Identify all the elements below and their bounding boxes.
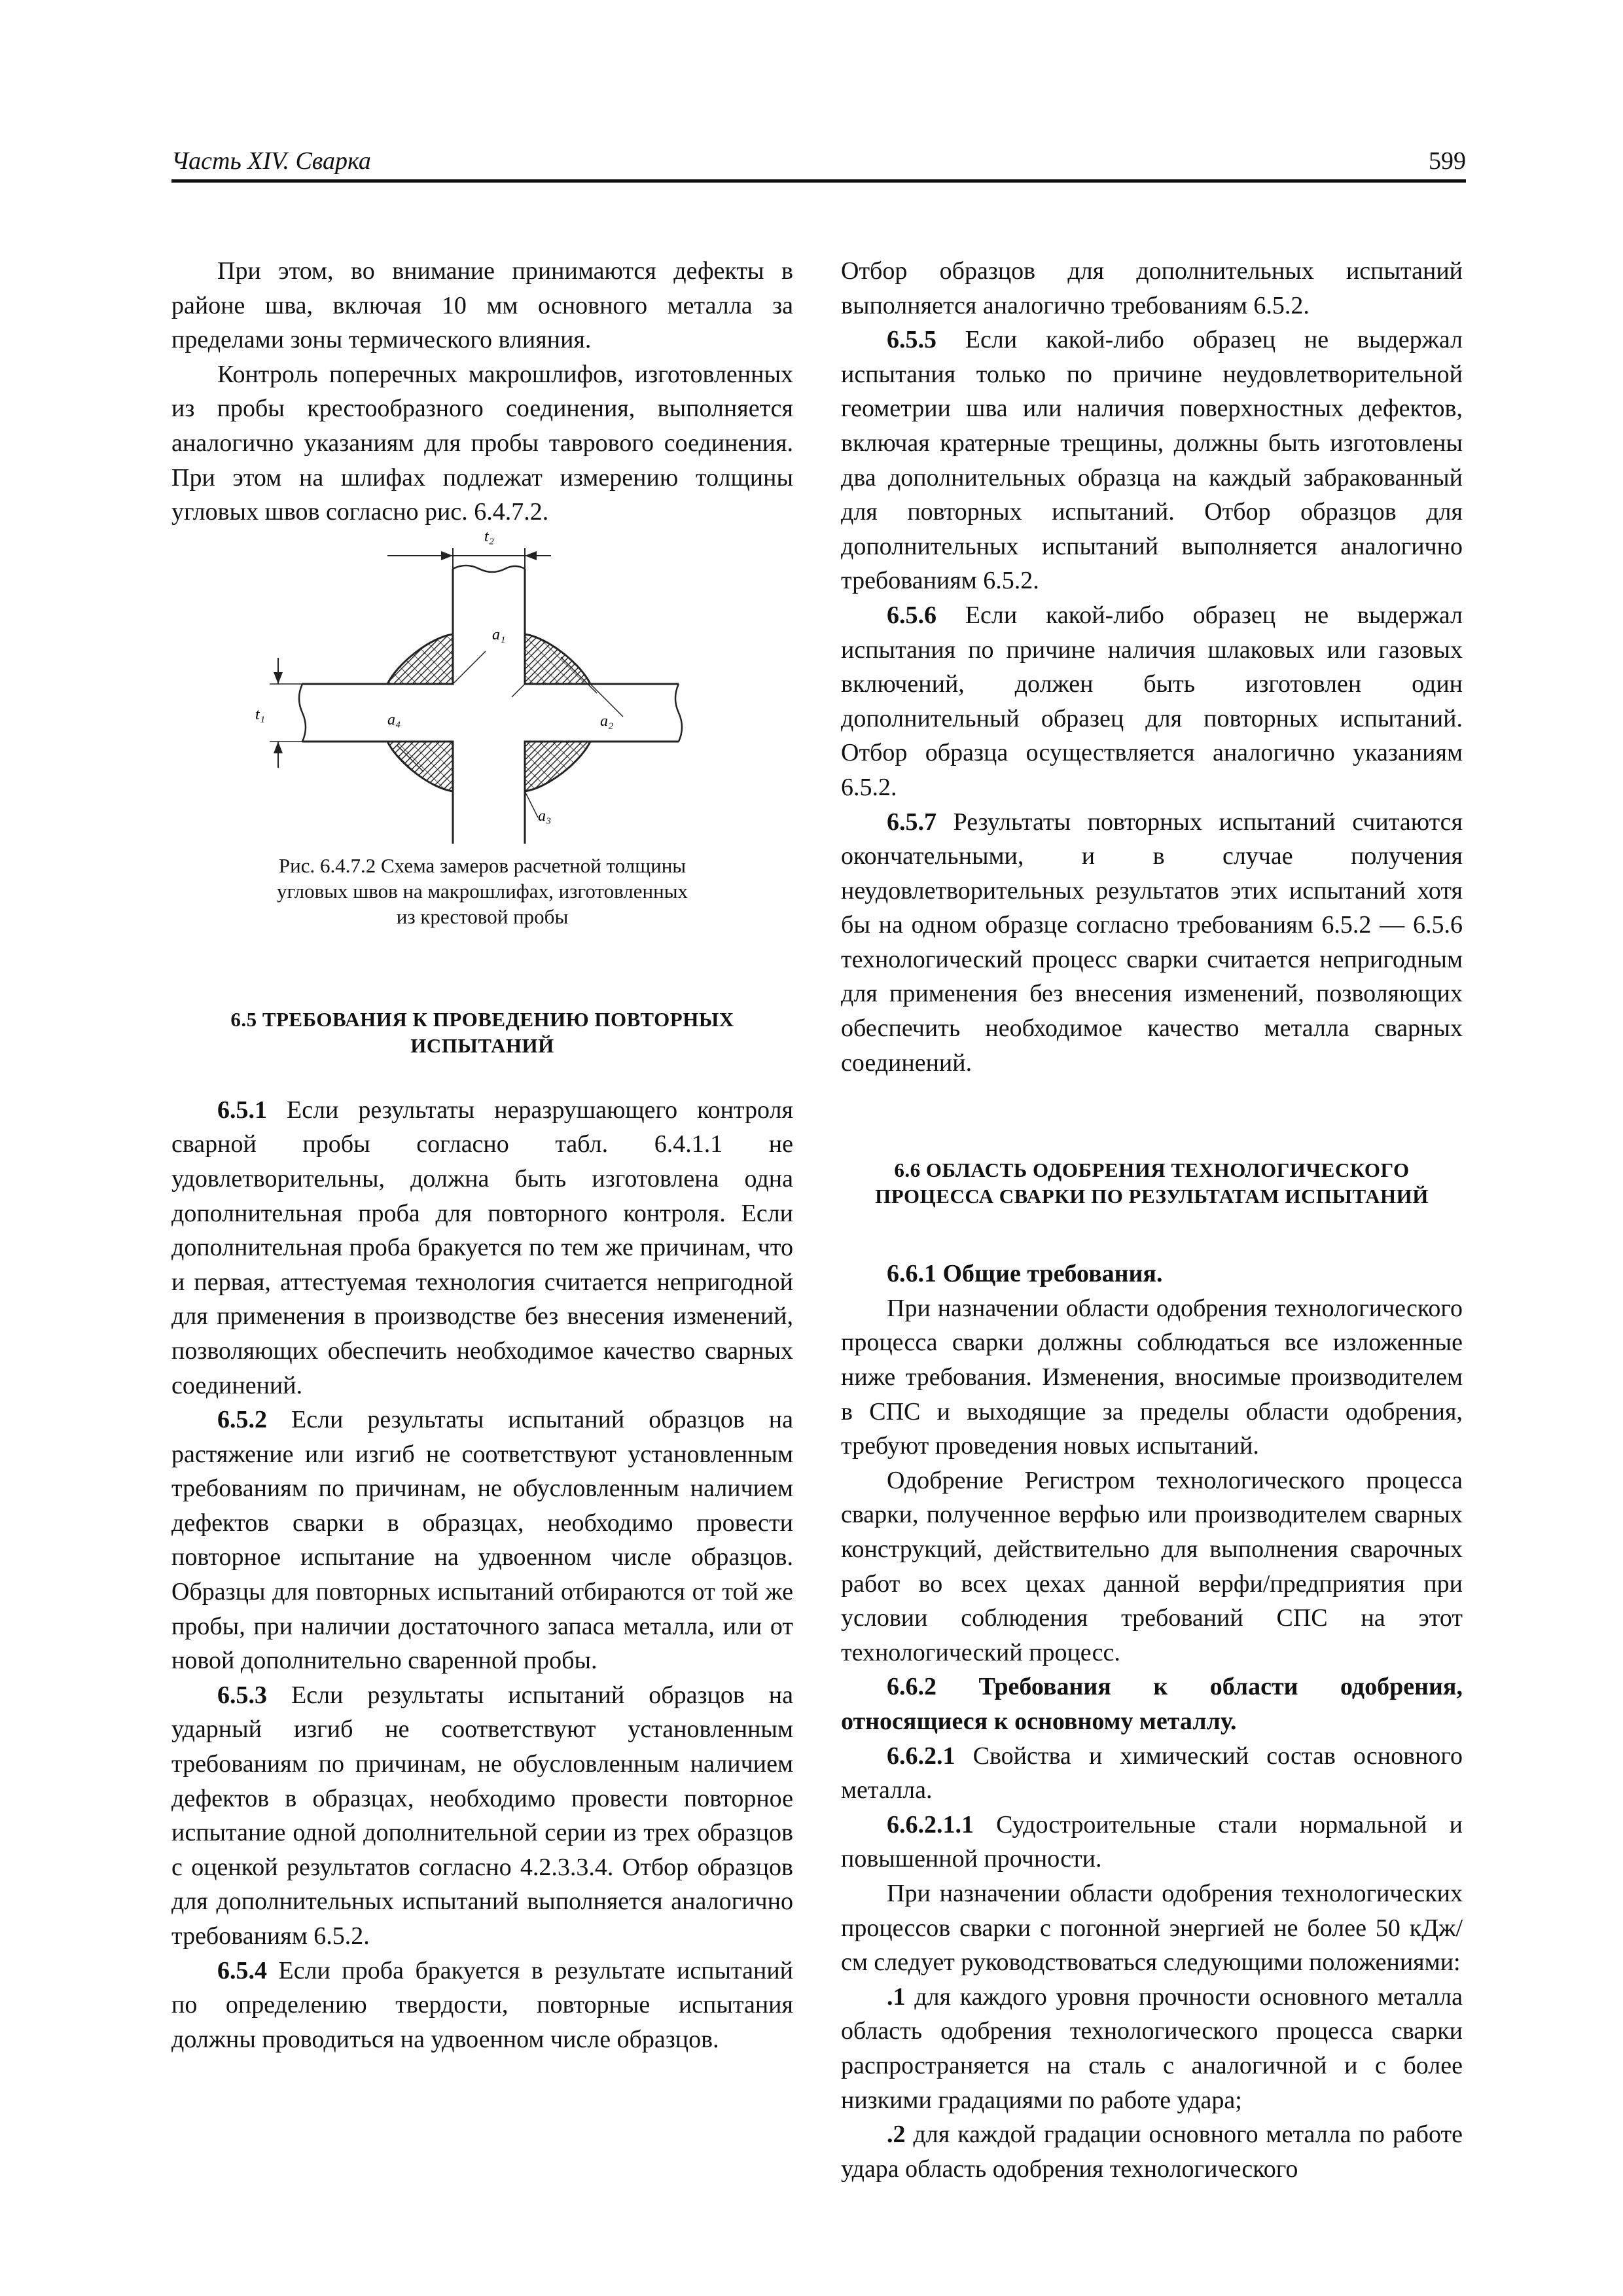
paragraph-continuation: Отбор образцов для дополнительных испытаний выполняется аналогично требованиям 6.5.2. [841, 257, 1463, 319]
paragraph-6-5-4 [171, 1954, 793, 2057]
running-title: Часть XIV. Сварка [171, 147, 371, 175]
paragraph-macrosections: Контроль поперечных макрошлифов, изготовленных из пробы крестообразного соединения, выполняется аналогично указаниям для пробы таврового соединения. При этом на шлифах подлежат измерению толщины угловых швов согласно рис. 6.4.7.2. [171, 360, 793, 526]
running-header [171, 145, 1466, 183]
clause-text: Если какой-либо образец не выдержал испытания по причине наличия шлаковых или газовых включений, должен быть изготовлен один дополнительный образец для повторных испытаний. Отбор образца осуществляется аналогично указаниям 6.5.2. [841, 601, 1463, 801]
section-6-6-title-line-2: ПРОЦЕССА СВАРКИ ПО РЕЗУЛЬТАТАМ ИСПЫТАНИЙ [875, 1185, 1429, 1208]
heading-6-6-2: 6.6.2 Требования к области одобрения, относящиеся к основному металлу. [841, 1673, 1463, 1735]
figure-6-4-7-2 [171, 529, 793, 857]
cross-joint-diagram [171, 529, 793, 850]
figure-caption [171, 853, 793, 929]
label-a4: a₄ [387, 711, 401, 728]
label-a1: a₁ [492, 626, 506, 643]
paragraph-6-5-5 [841, 323, 1463, 598]
list-item-2 [841, 2117, 1463, 2186]
clause-text: Если результаты неразрушающего контроля сварной пробы согласно табл. 6.4.1.1 не удовлетворительны, должна быть изготовлена одна дополнительная проба для повторного контроля. Если дополнительная проба бракуется по тем же причинам, что и первая, аттестуемая технология считается непригодной для применения в производстве без внесения изменений, позволяющих обеспечить необходимое качество сварных соединений. [171, 1096, 793, 1399]
clause-number: 6.5.5 [887, 326, 936, 354]
list-text: для каждой градации основного металла по работе удара область одобрения технологического [841, 2121, 1463, 2183]
right-column [841, 254, 1463, 2186]
caption-line-2: угловых швов на макрошлифах, изготовленных [276, 879, 688, 903]
caption-line-1: Рис. 6.4.7.2 Схема замеров расчетной толщины [278, 853, 687, 877]
section-6-6-title-line-1: 6.6 ОБЛАСТЬ ОДОБРЕНИЯ ТЕХНОЛОГИЧЕСКОГО [894, 1158, 1410, 1182]
list-item-1 [841, 1980, 1463, 2117]
label-a2: a₂ [600, 712, 614, 730]
clause-text: Если какой-либо образец не выдержал испытания только по причине неудовлетворительной геометрии шва или наличия поверхностных дефектов, включая кратерные трещины, должны быть изготовлены два дополнительных образца на каждый забракованный для повторных испытаний. Отбор образцов для дополнительных испытаний выполняется аналогично требованиям 6.5.2. [841, 326, 1463, 595]
clause-text: Если результаты испытаний образцов на растяжение или изгиб не соответствуют установленным требованиям по причинам, не обусловленным наличием дефектов сварки в образцах, необходимо провести повторное испытание на удвоенном числе образцов. Образцы для повторных испытаний отбираются от той же пробы, при наличии достаточного запаса металла, или от новой дополнительно сваренной пробы. [171, 1406, 793, 1675]
clause-text: Свойства и химический состав основного металла. [841, 1742, 1463, 1804]
heading-6-6-1: 6.6.1 Общие требования. [887, 1260, 1163, 1288]
clause-text: Если проба бракуется в результате испытаний по определению твердости, повторные испытания должны проводиться на удвоенном числе образцов. [171, 1956, 793, 2053]
clause-number: 6.6.2.1.1 [887, 1810, 974, 1839]
clause-number: 6.5.7 [887, 808, 936, 836]
label-t1: t₁ [255, 706, 266, 723]
clause-number: 6.5.3 [217, 1681, 267, 1709]
paragraph-6-5-1 [171, 1093, 793, 1403]
paragraph-6-5-6 [841, 598, 1463, 805]
section-6-5-title-line-1: 6.5 ТРЕБОВАНИЯ К ПРОВЕДЕНИЮ ПОВТОРНЫХ [230, 1007, 734, 1031]
paragraph-6-5-3 [171, 1678, 793, 1954]
clause-number: 6.5.4 [217, 1956, 267, 1984]
paragraph-6-6-1-b: Одобрение Регистром технологического процесса сварки, полученное верфью или производителем сварных конструкций, действительно для выполнения сварочных работ во всех цехах данной верфи/предприятия при условии соблюдения требований СПС на этот технологический процесс. [841, 1466, 1463, 1666]
paragraph-defects: При этом, во внимание принимаются дефекты в районе шва, включая 10 мм основного металла за пределами зоны термического влияния. [171, 257, 793, 354]
clause-number: 6.5.1 [217, 1096, 267, 1124]
list-number: .1 [887, 1982, 906, 2011]
clause-number: 6.6.2.1 [887, 1742, 955, 1770]
section-6-5-title-line-2: ИСПЫТАНИЙ [410, 1033, 554, 1057]
clause-text: Судостроительные стали нормальной и повышенной прочности. [841, 1810, 1463, 1873]
paragraph-6-6-2-1 [841, 1739, 1463, 1808]
label-a3: a₃ [538, 807, 552, 825]
list-text: для каждого уровня прочности основного металла область одобрения технологического процесса сварки распространяется на сталь с аналогичной и с более низкими градациями по работе удара; [841, 1982, 1463, 2114]
paragraph-6-5-7 [841, 805, 1463, 1081]
clause-text: Результаты повторных испытаний считаются окончательными, и в случае получения неудовлетворительных результатов этих испытаний хотя бы на одном образце согласно требованиям 6.5.2 — 6.5.6 технологический процесс сварки считается непригодным для применения без внесения изменений, позволяющих обеспечить необходимое качество металла сварных соединений. [841, 808, 1463, 1077]
label-t2: t₂ [484, 529, 495, 545]
caption-line-3: из крестовой пробы [396, 905, 569, 928]
paragraph-6-6-2-1-1 [841, 1808, 1463, 1876]
left-column [171, 254, 793, 2056]
clause-text: Если результаты испытаний образцов на ударный изгиб не соответствуют установленным требованиям по причинам, не обусловленным наличием дефектов в образцах, необходимо провести повторное испытание одной дополнительной серии из трех образцов с оценкой результатов согласно 4.2.3.3.4. Отбор образцов для дополнительных испытаний выполняется аналогично требованиям 6.5.2. [171, 1681, 793, 1950]
page-number: 599 [1429, 147, 1466, 175]
clause-number: 6.5.6 [887, 601, 936, 629]
clause-number: 6.5.2 [217, 1406, 267, 1434]
paragraph-heat-input: При назначении области одобрения технологических процессов сварки с погонной энергией не более 50 кДж/см следует руководствоваться следующими положениями: [841, 1879, 1463, 1977]
paragraph-6-5-2 [171, 1403, 793, 1678]
list-number: .2 [887, 2121, 906, 2149]
paragraph-6-6-1-a: При назначении области одобрения технологического процесса сварки должны соблюдаться все изложенные ниже требования. Изменения, вносимые производителем в СПС и выходящие за пределы области одобрения, требуют проведения новых испытаний. [841, 1294, 1463, 1460]
